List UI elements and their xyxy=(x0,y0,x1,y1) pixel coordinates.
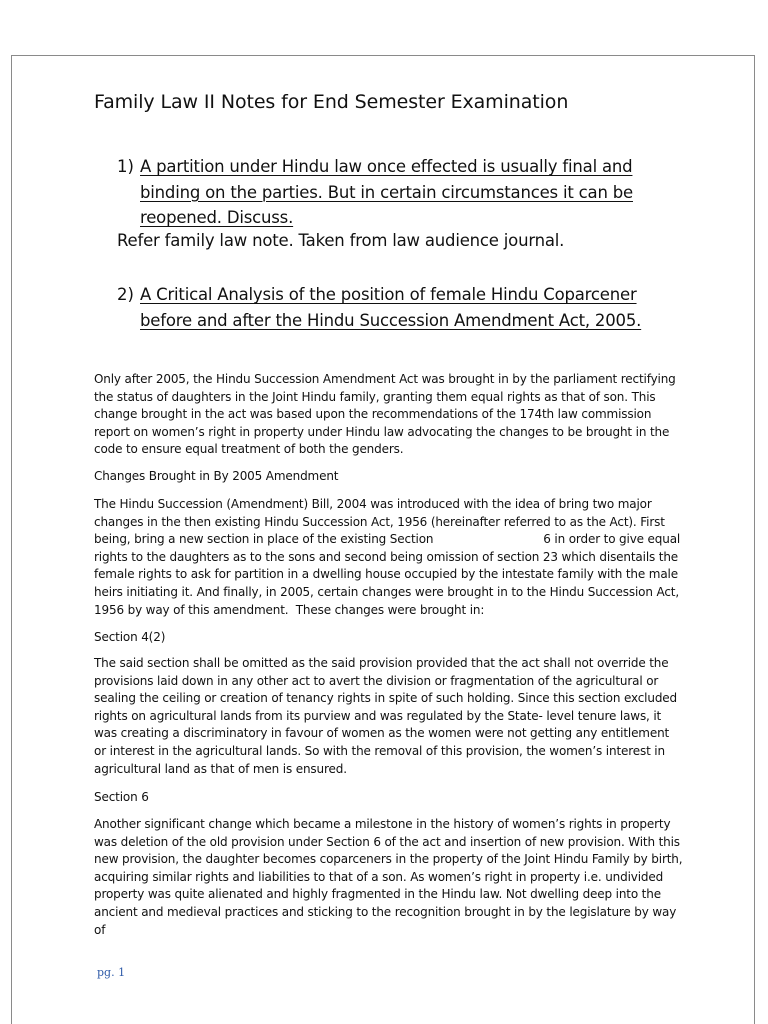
heading-section-6: Section 6 xyxy=(94,790,149,804)
question-1 xyxy=(117,154,677,231)
page-number: pg. 1 xyxy=(97,966,126,979)
paragraph-section-4-2: The said section shall be omitted as the said provision provided that the act shall not override the provisions laid down in any other act to avert the division or fragmentation of the agricultural or sealing the ceiling or creation of tenancy rights in spite of such holding. Since this section excluded rights on agricultural lands from its purview and was regulated by the State- level tenure laws, it was creating a discriminatory in favour of women as the women were not getting any entitlement or interest in the agricultural lands. So with the removal of this provision, the women’s interest in agricultural land as that of men is ensured. xyxy=(94,656,677,776)
question-1-number: 1) xyxy=(117,157,134,176)
question-2-text: A Critical Analysis of the position of female Hindu Coparcener before and after the Hindu Succession Amendment Act, 2005. xyxy=(140,285,642,330)
question-2-number: 2) xyxy=(117,285,134,304)
question-1-text: A partition under Hindu law once effected is usually final and binding on the parties. But in certain circumstances it can be reopened. Discuss. xyxy=(140,157,633,227)
heading-section-4-2: Section 4(2) xyxy=(94,630,166,644)
heading-changes: Changes Brought in By 2005 Amendment xyxy=(94,469,339,483)
document-title: Family Law II Notes for End Semester Examination xyxy=(94,91,569,113)
document-page xyxy=(11,55,755,1024)
paragraph-section-6: Another significant change which became a milestone in the history of women’s rights in property was deletion of the old provision under Section 6 of the act and insertion of new provision. With this new provision, the daughter becomes coparceners in the property of the Joint Hindu Family by birth, acquiring similar rights and liabilities to that of a son. As women’s right in property i.e. undivided property was quite alienated and highly fragmented in the Hindu law. Not dwelling deep into the ancient and medieval practices and sticking to the recognition brought in by the legislature by way of xyxy=(94,817,683,937)
refer-note: Refer family law note. Taken from law audience journal. xyxy=(117,231,565,250)
question-2 xyxy=(117,282,677,333)
paragraph-intro: Only after 2005, the Hindu Succession Amendment Act was brought in by the parliament rectifying the status of daughters in the Joint Hindu family, granting them equal rights as that of son. This change brought in the act was based upon the recommendations of the 174th law commission report on women’s right in property under Hindu law advocating the changes to be brought in the code to ensure equal treatment of both the genders. xyxy=(94,372,676,457)
paragraph-changes: The Hindu Succession (Amendment) Bill, 2004 was introduced with the idea of bring two major changes in the then existing Hindu Succession Act, 1956 (hereinafter referred to as the Act). First being, bring a new section in place of the existing Section 6 in order to give equal rights to the daughters as to the sons and second being omission of section 23 which disentails the female rights to ask for partition in a dwelling house occupied by the intestate family with the male heirs initiating it. And finally, in 2005, certain changes were brought in to the Hindu Succession Act, 1956 by way of this amendment. These changes were brought in: xyxy=(94,497,684,617)
